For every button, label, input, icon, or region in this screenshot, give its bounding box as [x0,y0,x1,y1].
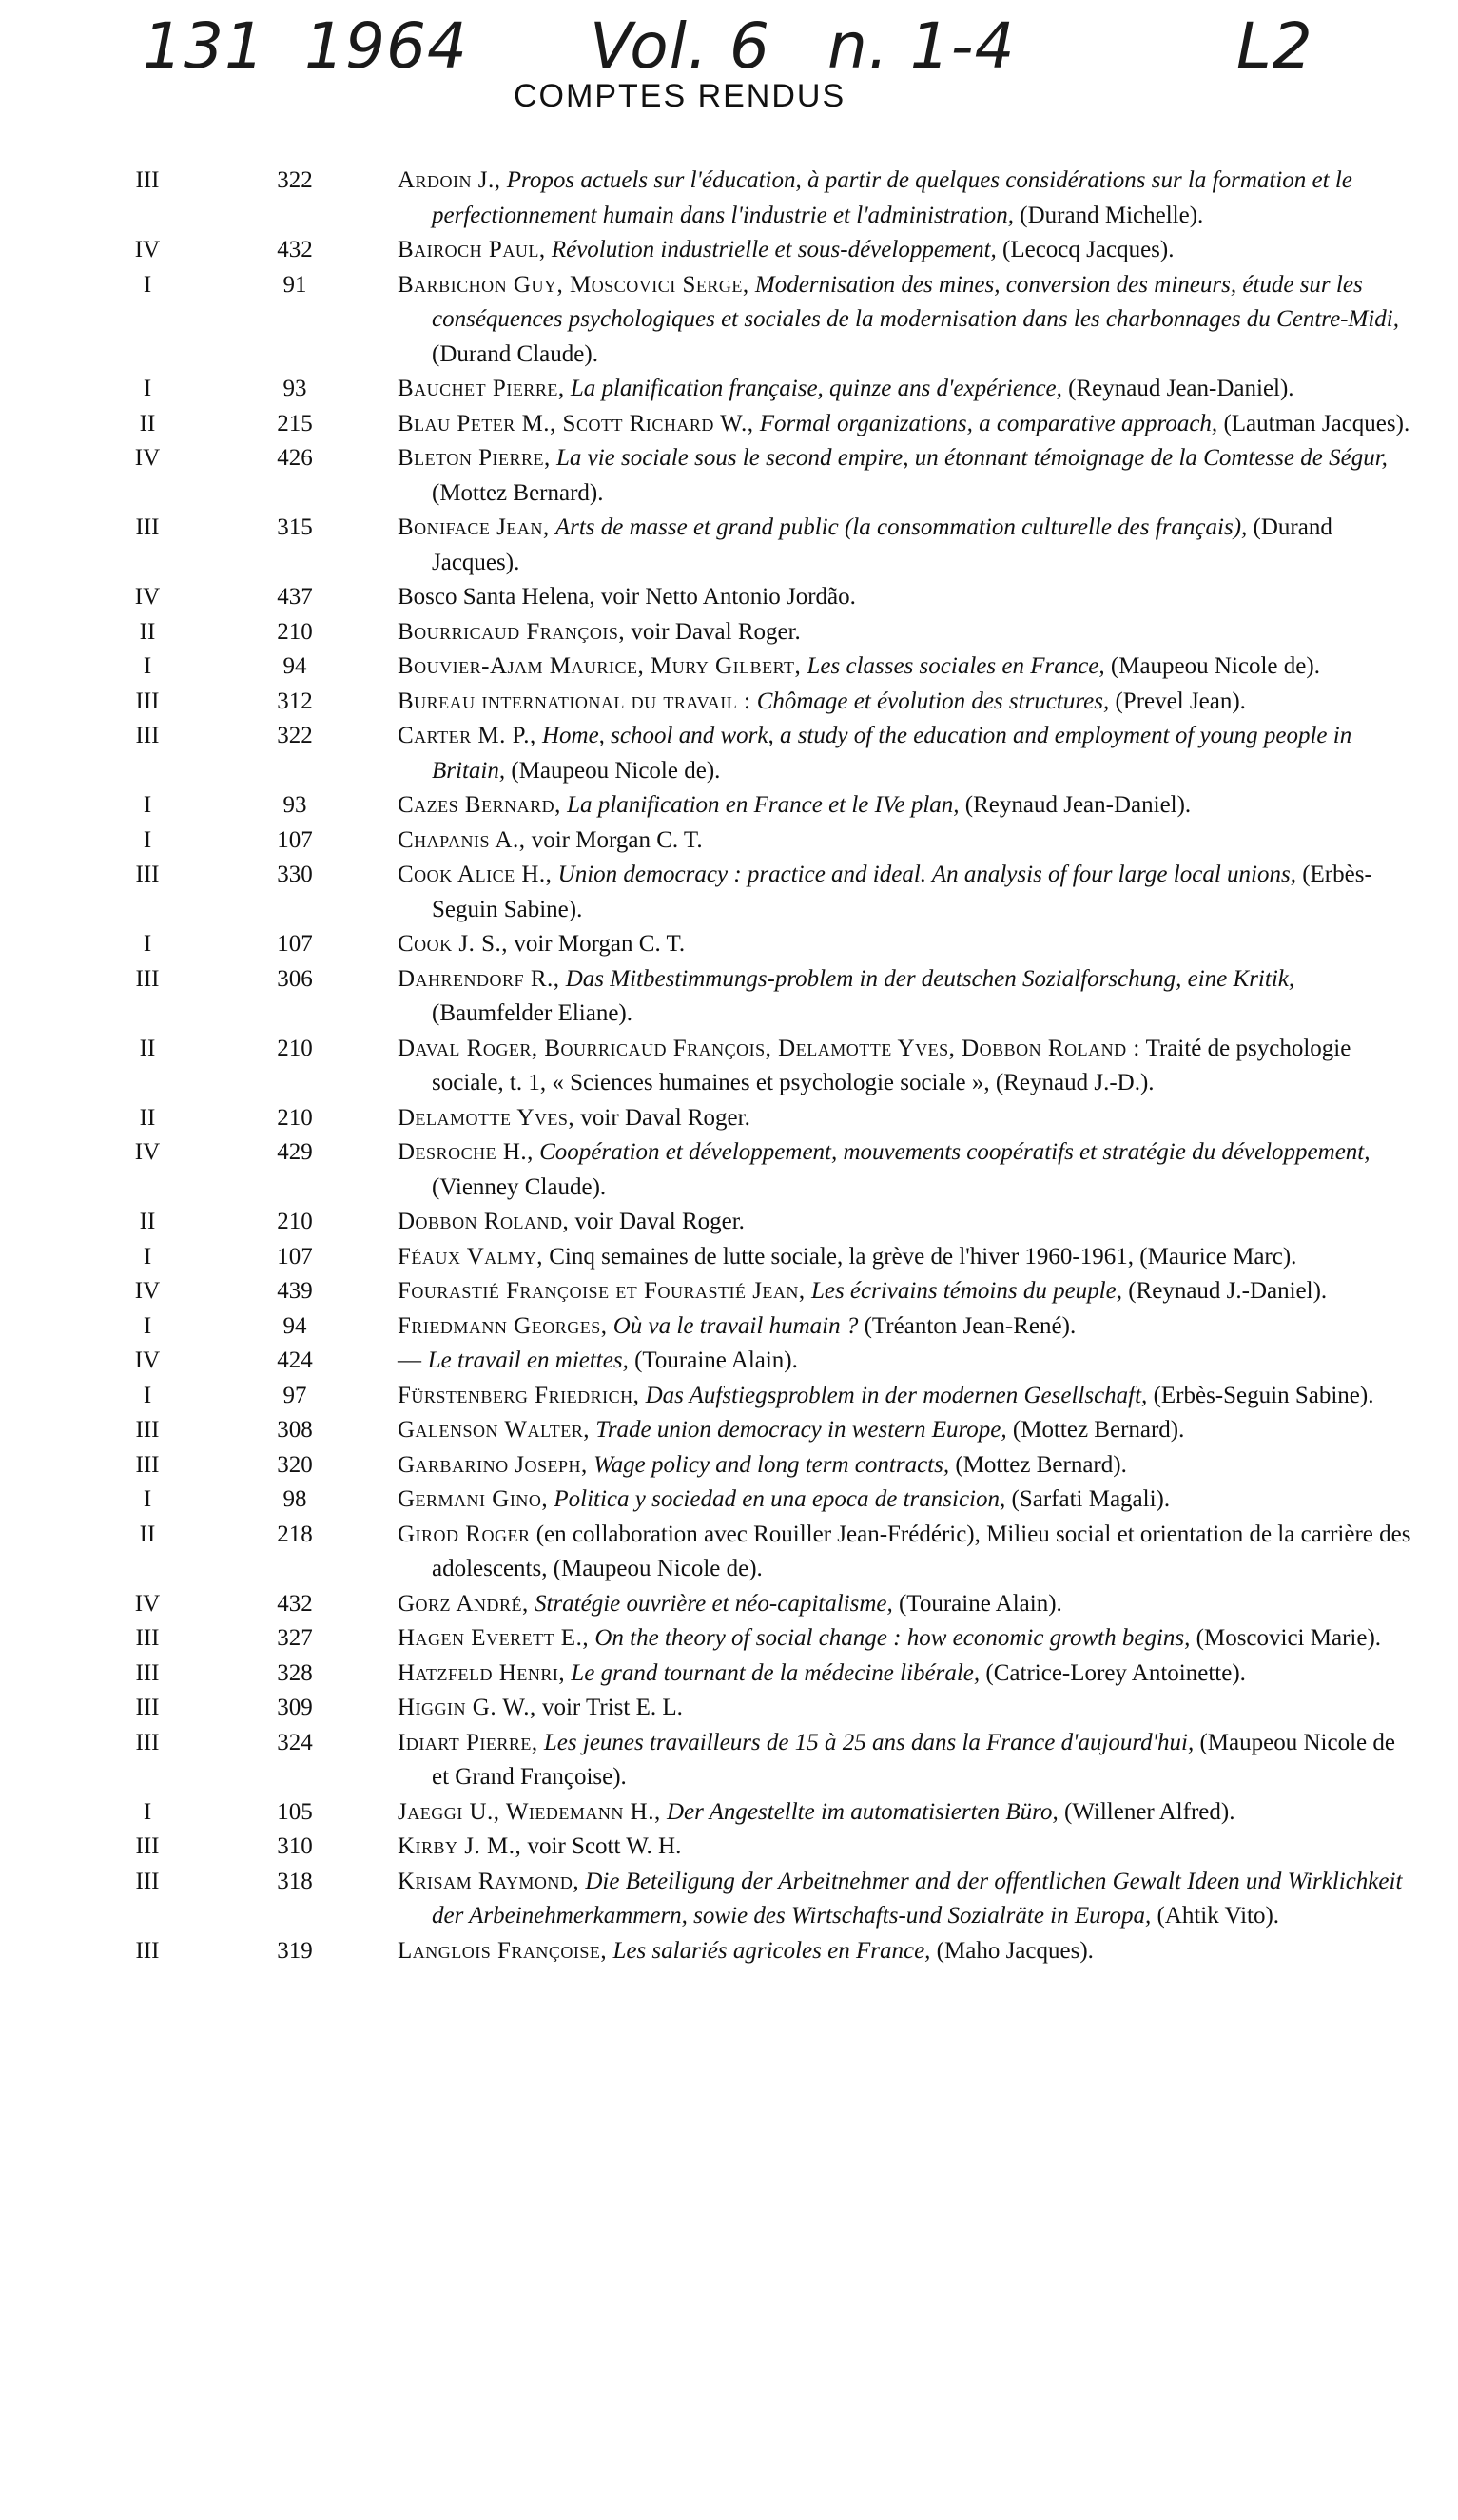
entry-author: Bairoch Paul, [398,237,546,262]
entry-page: 218 [277,1521,313,1547]
entry-author: Fürstenberg Friedrich, [398,1382,640,1408]
entry-volume: I [143,1312,152,1339]
review-entry [0,858,1458,927]
entry-title: Propos actuels sur l'éducation, à partir de quelques considérations sur la formation et le perfectionnement humain dans l'industrie et l'administration, [432,167,1352,228]
entry-title: Le grand tournant de la médecine libérale, [571,1659,981,1686]
entry-page: 439 [277,1278,313,1304]
entry-author: Carter M. P., [398,723,536,748]
review-entry [0,1657,1458,1692]
entry-reviewer: (Erbès-Seguin Sabine). [1153,1382,1374,1408]
entry-text [398,615,1411,650]
entry-reviewer: (en collaboration avec Rouiller Jean-Frédéric), Milieu social et orientation de la carrière des adolescents, (Maupeou Nicole de). [432,1521,1411,1581]
entry-text [398,511,1411,580]
entry-volume: IV [134,584,161,610]
entry-title: Politica y sociedad en una epoca de transicion, [554,1486,1006,1512]
entry-reviewer: (Lautman Jacques). [1223,410,1410,436]
review-entry [0,649,1458,685]
entry-page: 93 [282,376,307,401]
entry-reviewer: voir Scott W. H. [527,1833,682,1859]
entry-page: 107 [277,1243,313,1270]
annotation-issues: n. 1-4 [827,10,1016,83]
entry-reviewer: voir Daval Roger. [631,618,801,645]
entry-title: Chômage et évolution des structures, [756,688,1110,714]
entry-reviewer: (Moscovici Marie). [1196,1625,1382,1651]
entry-volume: II [139,1521,156,1547]
entry-volume: III [135,1417,160,1443]
entry-volume: III [135,862,160,887]
review-entry [0,1274,1458,1309]
review-entry [0,372,1458,407]
entry-reviewer: (Vienney Claude). [432,1173,607,1200]
entry-volume: I [143,1486,152,1512]
entry-author: Boniface Jean, [398,514,550,540]
entry-text [398,1691,1411,1726]
entry-reviewer: (Erbès-Seguin Sabine). [432,862,1372,922]
entry-title: Les salariés agricoles en France, [612,1937,931,1964]
entry-author: Bourricaud François, [398,618,626,645]
entry-reviewer: (Durand Michelle). [1020,202,1204,228]
entry-text [398,788,1411,824]
review-entry [0,1518,1458,1587]
entry-text [398,1032,1411,1101]
review-entry [0,1309,1458,1345]
entry-volume: III [135,1695,160,1720]
review-entry [0,927,1458,962]
entry-author: Kirby J. M., [398,1833,522,1859]
entry-page: 93 [282,792,307,818]
entry-text [398,1587,1411,1622]
review-entry [0,824,1458,859]
entry-text [398,1135,1411,1205]
review-entry [0,580,1458,615]
entry-text [398,1518,1411,1587]
entry-title: Das Mitbestimmungs-problem in der deutschen Sozialforschung, eine Kritik, [565,965,1295,992]
entry-reviewer: (Durand Jacques). [432,514,1332,575]
review-entry [0,1448,1458,1483]
entry-text [398,407,1411,442]
entry-page: 210 [277,618,313,645]
review-entry [0,511,1458,580]
entry-page: 97 [282,1382,307,1408]
entry-title: Der Angestellte im automatisierten Büro, [666,1798,1059,1825]
entry-page: 327 [277,1625,313,1651]
entry-page: 309 [277,1695,313,1720]
review-entry [0,1483,1458,1518]
entry-volume: I [143,1243,152,1270]
entry-volume: III [135,1659,160,1686]
entry-author: Friedmann Georges, [398,1312,608,1339]
entry-text [398,1240,1411,1275]
entry-author: Fourastié Françoise et Fourastié Jean, [398,1278,806,1304]
entry-title: Die Beteiligung der Arbeitnehmer and der offentlichen Gewalt Ideen und Wirklichkeit der Arbeinehmerkammern, sowie des Wirtschafts-und Sozialräte in Europa, [432,1868,1403,1929]
entry-author: — [398,1347,422,1373]
entry-author: Dahrendorf R., [398,965,560,992]
review-entry [0,1135,1458,1205]
entry-title: Union democracy : practice and ideal. An analysis of four large local unions, [557,862,1296,887]
entry-page: 98 [282,1486,307,1512]
entry-author: Garbarino Joseph, [398,1451,588,1478]
entry-reviewer: (Catrice-Lorey Antoinette). [985,1659,1246,1686]
entry-reviewer: (Maupeou Nicole de). [1110,653,1320,679]
review-entry [0,962,1458,1032]
review-entry [0,1240,1458,1275]
entry-page: 105 [277,1798,313,1825]
entry-page: 215 [277,410,313,436]
entry-page: 94 [282,653,307,679]
review-entry [0,1934,1458,1969]
entry-reviewer: (Ahtik Vito). [1157,1903,1280,1929]
entry-volume: III [135,1868,160,1894]
entry-page: 424 [277,1347,313,1373]
entry-volume: III [135,1451,160,1478]
entry-reviewer: (Lecocq Jacques). [1002,237,1175,262]
review-entry [0,164,1458,233]
review-entry [0,1795,1458,1831]
entry-author: Desroche H., [398,1139,534,1165]
entry-author: Galenson Walter, [398,1417,591,1443]
review-entry [0,441,1458,511]
entry-page: 319 [277,1937,313,1964]
entry-text [398,372,1411,407]
review-entry [0,1413,1458,1448]
entry-page: 318 [277,1868,313,1894]
entry-text [398,233,1411,268]
entry-reviewer: (Reynaud Jean-Daniel). [964,792,1192,818]
entry-title: Das Aufstiegsproblem in der modernen Gesellschaft, [645,1382,1148,1408]
entry-author: Gorz André, [398,1590,529,1617]
entry-volume: III [135,1833,160,1859]
entry-page: 322 [277,723,313,748]
entry-page: 107 [277,931,313,957]
entry-page: 312 [277,688,313,714]
review-entry [0,1621,1458,1657]
entry-reviewer: Bosco Santa Helena, voir Netto Antonio Jordão. [398,584,856,610]
entry-title: La planification en France et le IVe plan, [567,792,960,818]
entry-text [398,1379,1411,1414]
entry-volume: II [139,618,156,645]
entry-volume: II [139,1209,156,1234]
review-list [0,164,1458,1968]
entry-text [398,1101,1411,1136]
entry-title: La planification française, quinze ans d'expérience, [570,376,1062,401]
entry-page: 324 [277,1729,313,1755]
entry-title: Arts de masse et grand public (la consommation culturelle des français), [554,514,1248,540]
entry-volume: II [139,410,156,436]
entry-page: 432 [277,1590,313,1617]
entry-volume: I [143,931,152,957]
entry-text [398,719,1411,788]
review-entry [0,1344,1458,1379]
review-entry [0,1726,1458,1795]
entry-title: Révolution industrielle et sous-développement, [551,237,997,262]
review-entry [0,615,1458,650]
entry-author: Chapanis A., [398,826,526,853]
entry-author: Blau Peter M., Scott Richard W., [398,410,754,436]
entry-author: Ardoin J., [398,167,501,193]
entry-author: Hagen Everett E., [398,1625,590,1651]
entry-volume: III [135,688,160,714]
entry-author: Cazes Bernard, [398,792,561,818]
entry-author: Krisam Raymond, [398,1868,580,1894]
entry-reviewer: (Mottez Bernard). [1012,1417,1185,1443]
entry-reviewer: (Reynaud J.-Daniel). [1128,1278,1328,1304]
entry-text [398,164,1411,233]
entry-volume: III [135,514,160,540]
entry-text [398,1934,1411,1969]
entry-reviewer: voir Daval Roger. [574,1209,745,1234]
entry-volume: I [143,792,152,818]
entry-reviewer: (Mottez Bernard). [432,479,604,506]
entry-title: Modernisation des mines, conversion des mineurs, étude sur les conséquences psychologiques et sociales de la modernisation dans les charbonnages du Centre-Midi, [432,271,1399,332]
entry-reviewer: voir Trist E. L. [541,1695,683,1720]
entry-author: Germani Gino, [398,1486,549,1512]
entry-page: 94 [282,1312,307,1339]
entry-volume: I [143,271,152,298]
entry-page: 330 [277,862,313,887]
entry-page: 210 [277,1209,313,1234]
entry-page: 432 [277,237,313,262]
entry-volume: I [143,376,152,401]
entry-author: Higgin G. W., [398,1695,536,1720]
entry-page: 426 [277,445,313,471]
review-entry [0,1830,1458,1865]
annotation-code: L2 [1236,10,1313,83]
entry-reviewer: (Willener Alfred). [1063,1798,1235,1825]
entry-reviewer: (Maupeou Nicole de). [511,757,721,784]
entry-volume: IV [134,1590,161,1617]
entry-author: Jaeggi U., Wiedemann H., [398,1798,661,1825]
entry-text [398,1865,1411,1934]
entry-author: Bureau international du travail : [398,688,751,714]
entry-text [398,1830,1411,1865]
entry-volume: III [135,1729,160,1755]
entry-author: Cook Alice H., [398,862,553,887]
entry-page: 210 [277,1104,313,1131]
entry-volume: III [135,723,160,748]
entry-volume: IV [134,1139,161,1165]
entry-text [398,268,1411,373]
entry-title: Formal organizations, a comparative approach, [759,410,1218,436]
entry-text [398,1344,1411,1379]
entry-volume: IV [134,1278,161,1304]
entry-author: Bouvier-Ajam Maurice, Mury Gilbert, [398,653,802,679]
entry-reviewer: (Touraine Alain). [898,1590,1062,1617]
entry-text [398,649,1411,685]
entry-page: 320 [277,1451,313,1478]
entry-author: Féaux Valmy, [398,1243,543,1270]
review-entry [0,1865,1458,1934]
page-title: COMPTES RENDUS [514,78,846,114]
entry-author: Dobbon Roland, [398,1209,570,1234]
entry-text [398,927,1411,962]
entry-text [398,580,1411,615]
entry-volume: IV [134,1347,161,1373]
review-entry [0,719,1458,788]
review-entry [0,1205,1458,1240]
entry-title: Home, school and work, a study of the education and employment of young people in Britain, [432,723,1352,784]
entry-volume: III [135,1937,160,1964]
entry-text [398,824,1411,859]
entry-page: 107 [277,826,313,853]
review-entry [0,1379,1458,1414]
entry-title: Les classes sociales en France, [807,653,1105,679]
entry-volume: I [143,1382,152,1408]
entry-reviewer: (Tréanton Jean-René). [864,1312,1077,1339]
entry-volume: III [135,1625,160,1651]
entry-title: Les jeunes travailleurs de 15 à 25 ans dans la France d'aujourd'hui, [543,1729,1195,1755]
entry-text [398,1274,1411,1309]
entry-author: Langlois Françoise, [398,1937,608,1964]
entry-author: Girod Roger [398,1521,531,1547]
entry-author: Daval Roger, Bourricaud François, Delamotte Yves, Dobbon Roland : [398,1035,1140,1061]
entry-volume: II [139,1104,156,1131]
annotation-volume: Vol. 6 [590,10,770,83]
entry-text [398,1309,1411,1345]
entry-title: La vie sociale sous le second empire, un étonnant témoignage de la Comtesse de Ségur, [555,445,1388,471]
entry-reviewer: (Reynaud Jean-Daniel). [1068,376,1294,401]
review-entry [0,1691,1458,1726]
entry-reviewer: voir Morgan C. T. [531,826,703,853]
entry-title: Le travail en miettes, [427,1347,629,1373]
entry-volume: IV [134,445,161,471]
entry-volume: III [135,167,160,193]
entry-page: 429 [277,1139,313,1165]
annotation-year: 1964 [304,10,468,83]
review-entry [0,233,1458,268]
entry-volume: II [139,1035,156,1061]
entry-title: On the theory of social change : how economic growth begins, [594,1625,1191,1651]
entry-reviewer: voir Daval Roger. [580,1104,750,1131]
entry-text [398,1621,1411,1657]
entry-page: 306 [277,965,313,992]
entry-volume: III [135,965,160,992]
entry-reviewer: voir Morgan C. T. [514,931,686,957]
entry-text [398,962,1411,1032]
entry-reviewer: (Baumfelder Eliane). [432,1000,633,1026]
entry-author: Bauchet Pierre, [398,376,565,401]
entry-reviewer: (Sarfati Magali). [1011,1486,1171,1512]
entry-text [398,1448,1411,1483]
entry-text [398,858,1411,927]
entry-reviewer: (Durand Claude). [432,340,598,367]
entry-volume: IV [134,237,161,262]
entry-text [398,1795,1411,1831]
entry-page: 210 [277,1035,313,1061]
review-entry [0,788,1458,824]
entry-reviewer: Cinq semaines de lutte sociale, la grève de l'hiver 1960-1961, (Maurice Marc). [549,1243,1297,1270]
entry-author: Delamotte Yves, [398,1104,575,1131]
entry-text [398,1726,1411,1795]
entry-author: Cook J. S., [398,931,509,957]
entry-page: 322 [277,167,313,193]
entry-reviewer: Traité de psychologie sociale, t. 1, « Sciences humaines et psychologie sociale », (Reynaud J.-D.). [432,1035,1351,1095]
entry-text [398,1205,1411,1240]
entry-page: 437 [277,584,313,610]
entry-reviewer: (Maupeou Nicole de et Grand Françoise). [432,1729,1395,1790]
review-entry [0,685,1458,720]
entry-text [398,1657,1411,1692]
review-entry [0,407,1458,442]
entry-text [398,1483,1411,1518]
entry-volume: I [143,1798,152,1825]
entry-text [398,1413,1411,1448]
entry-author: Barbichon Guy, Moscovici Serge, [398,271,749,298]
entry-title: Coopération et développement, mouvements coopératifs et stratégie du développement, [539,1139,1371,1165]
review-entry [0,1101,1458,1136]
entry-title: Les écrivains témoins du peuple, [810,1278,1122,1304]
entry-page: 328 [277,1659,313,1686]
entry-title: Trade union democracy in western Europe, [595,1417,1007,1443]
review-entry [0,1587,1458,1622]
review-entry [0,268,1458,373]
entry-reviewer: (Mottez Bernard). [955,1451,1127,1478]
entry-page: 91 [282,271,307,298]
entry-volume: I [143,653,152,679]
review-entry [0,1032,1458,1101]
entry-reviewer: (Prevel Jean). [1115,688,1246,714]
annotation-number: 131 [143,10,265,83]
entry-author: Bleton Pierre, [398,445,551,471]
entry-title: Wage policy and long term contracts, [593,1451,950,1478]
entry-author: Idiart Pierre, [398,1729,538,1755]
entry-page: 310 [277,1833,313,1859]
entry-reviewer: (Maho Jacques). [936,1937,1094,1964]
entry-author: Hatzfeld Henri, [398,1659,566,1686]
entry-title: Où va le travail humain ? [612,1312,859,1339]
entry-text [398,441,1411,511]
entry-reviewer: (Touraine Alain). [634,1347,798,1373]
entry-page: 315 [277,514,313,540]
entry-volume: I [143,826,152,853]
entry-text [398,685,1411,720]
entry-title: Stratégie ouvrière et néo-capitalisme, [534,1590,893,1617]
entry-page: 308 [277,1417,313,1443]
